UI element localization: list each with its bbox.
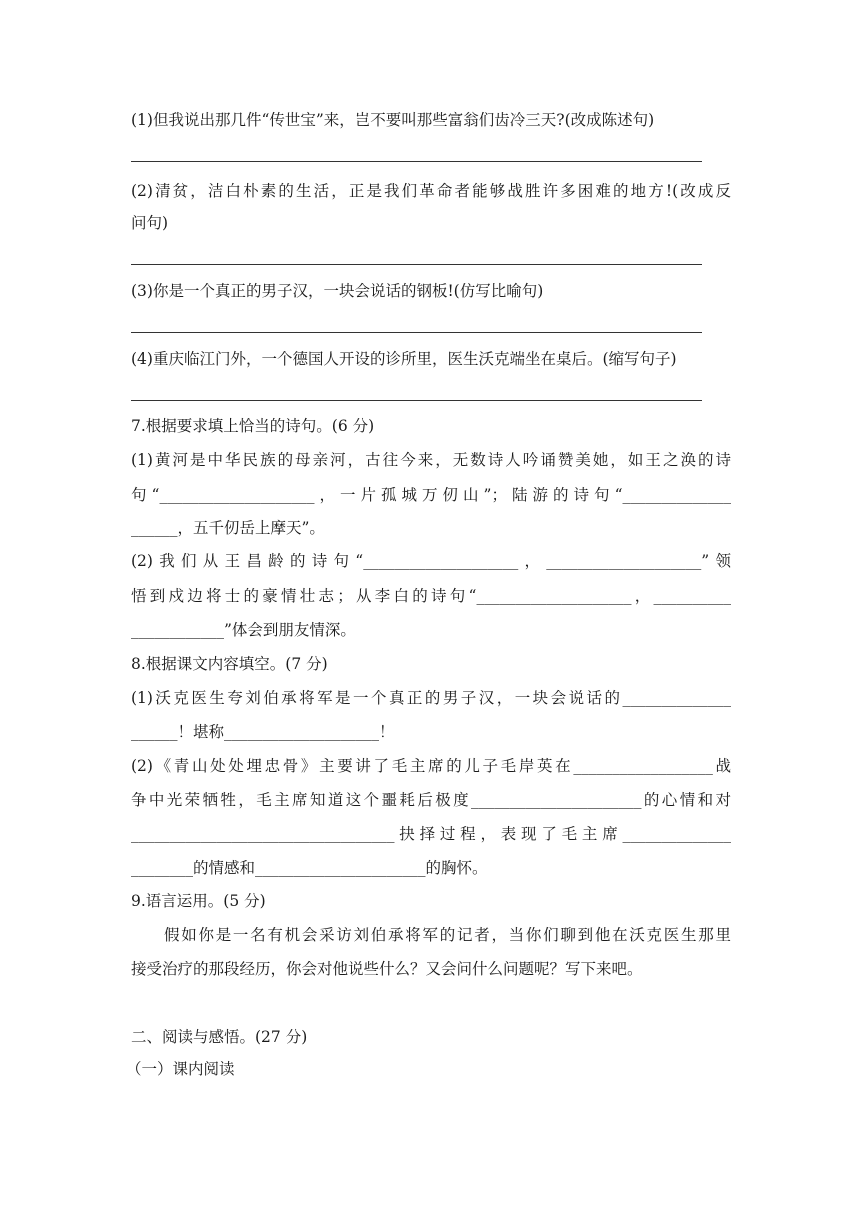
q9-prompt-line2: 接受治疗的那段经历，你会对他说些什么？又会问什么问题呢？写下来吧。 — [131, 960, 643, 978]
q6-item3: (3)你是一个真正的男子汉，一块会说话的钢板!(仿写比喻句) — [131, 282, 544, 300]
q7-p2-line3[interactable]: ____________”体会到朋友情深。 — [131, 621, 356, 639]
q8-p2-line1[interactable]: (2)《青山处处埋忠骨》主要讲了毛主席的儿子毛岸英在__________________战 — [131, 757, 731, 775]
q6-item4: (4)重庆临江门外，一个德国人开设的诊所里，医生沃克端坐在桌后。(缩写句子) — [131, 350, 677, 368]
q6-item2-line2: 问句) — [131, 214, 169, 232]
answer-line[interactable] — [131, 264, 702, 265]
q9-prompt-line1: 假如你是一名有机会采访刘伯承将军的记者，当你们聊到他在沃克医生那里 — [164, 926, 731, 944]
answer-line[interactable] — [131, 400, 702, 401]
q7-p1-line2[interactable]: 句“____________________，一片孤城万仞山”；陆游的诗句“______________ — [131, 486, 731, 504]
q7-p1-line1: (1)黄河是中华民族的母亲河，古往今来，无数诗人吟诵赞美她，如王之涣的诗 — [131, 451, 731, 469]
q6-item2-line1: (2)清贫，洁白朴素的生活，正是我们革命者能够战胜许多困难的地方!(改成反 — [131, 182, 731, 200]
q9-heading: 9.语言运用。(5 分) — [131, 892, 266, 910]
q8-p2-line2[interactable]: 争中光荣牺牲，毛主席知道这个噩耗后极度______________________的心情和对 — [131, 791, 731, 809]
section2-heading: 二、阅读与感悟。(27 分) — [131, 1028, 308, 1046]
q6-item1: (1)但我说出那几件“传世宝”来，岂不要叫那些富翁们齿冷三天?(改成陈述句) — [131, 111, 655, 129]
q7-p2-line2[interactable]: 悟到戍边将士的豪情壮志；从李白的诗句“____________________，__________ — [131, 587, 731, 605]
q7-p1-line3[interactable]: ______，五千仞岳上摩天”。 — [131, 519, 325, 537]
q7-heading: 7.根据要求填上恰当的诗句。(6 分) — [131, 417, 375, 435]
answer-line[interactable] — [131, 332, 702, 333]
q7-p2-line1[interactable]: (2)我们从王昌龄的诗句“____________________，____________________”领 — [131, 552, 731, 570]
q8-p2-line3[interactable]: __________________________________抉择过程，表现了毛主席______________ — [131, 825, 731, 843]
q8-p1-line1[interactable]: (1)沃克医生夸刘伯承将军是一个真正的男子汉，一块会说话的______________ — [131, 689, 731, 707]
answer-line[interactable] — [131, 161, 702, 162]
q8-p2-line4[interactable]: ________的情感和______________________的胸怀。 — [131, 859, 488, 877]
section2-subheading: （一）课内阅读 — [126, 1060, 235, 1078]
q8-heading: 8.根据课文内容填空。(7 分) — [131, 655, 328, 673]
q8-p1-line2[interactable]: ______！堪称____________________！ — [131, 723, 395, 741]
